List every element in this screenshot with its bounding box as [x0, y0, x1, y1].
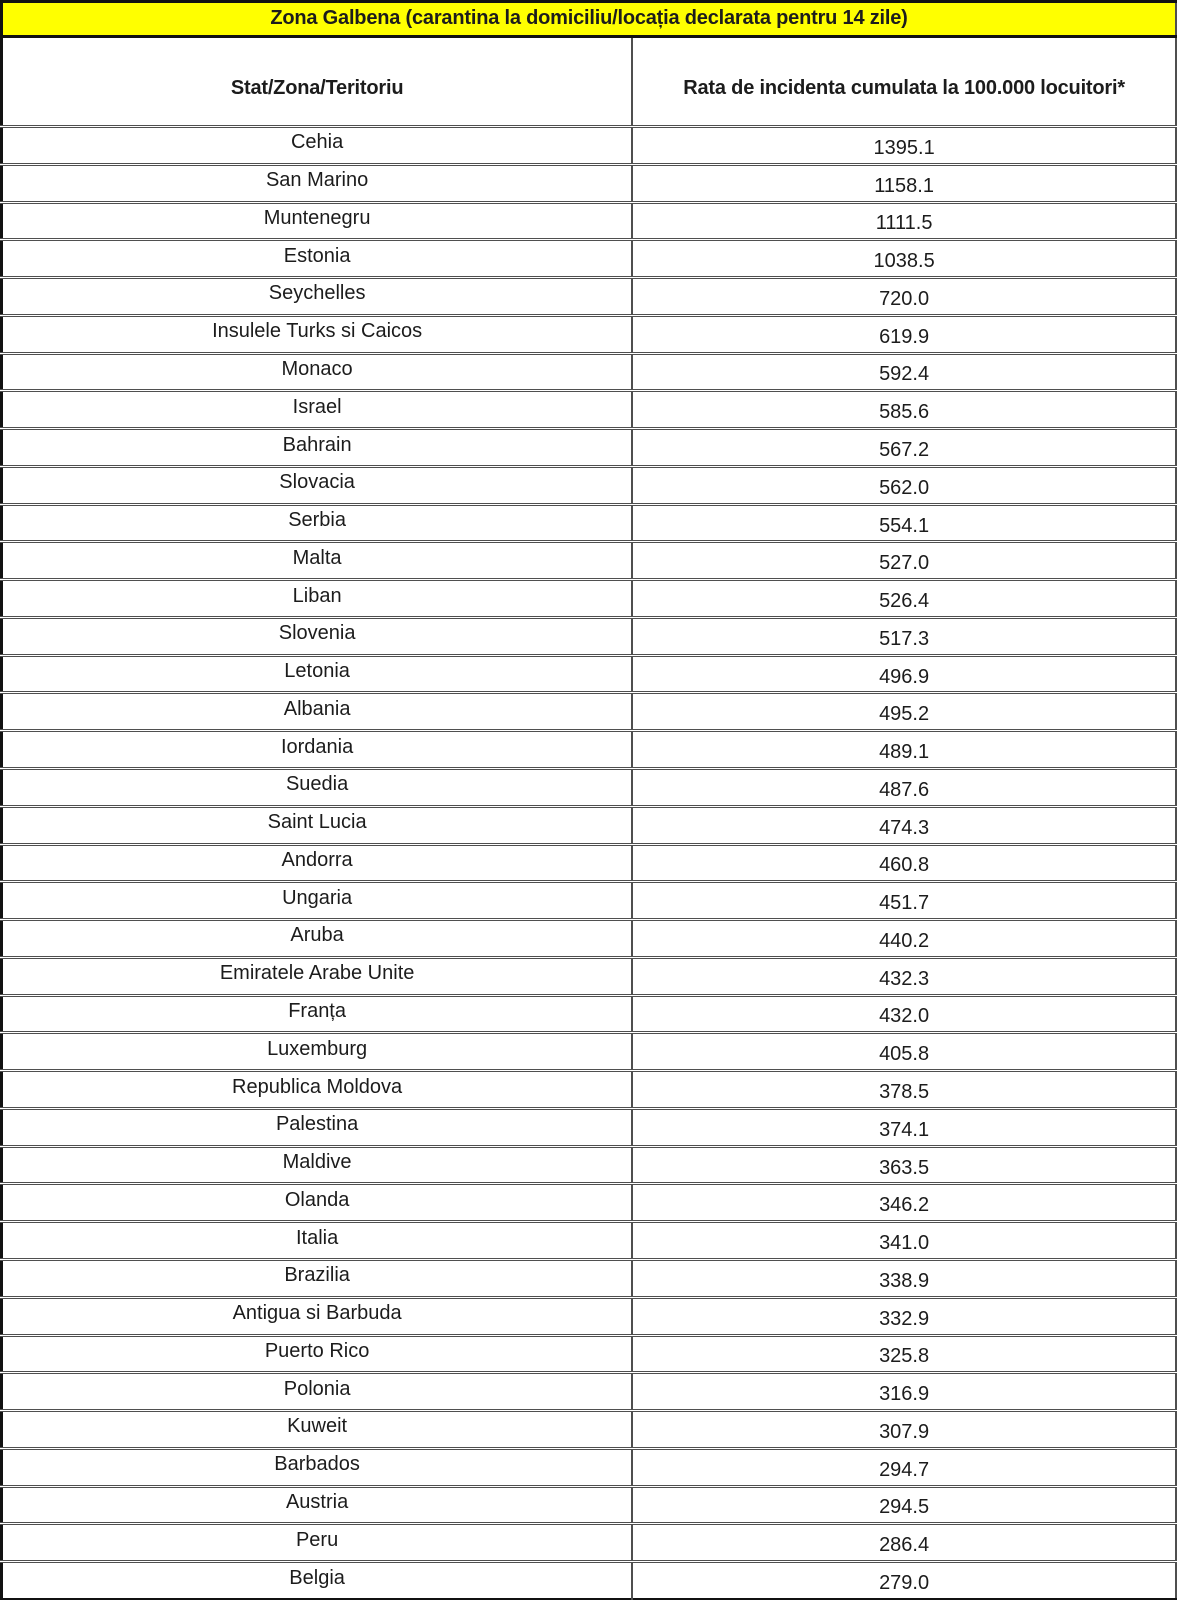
table-row — [2, 542, 1177, 580]
incidence-rate-value: 526.4 — [632, 580, 1176, 618]
state-name: Franța — [2, 995, 633, 1033]
table-row — [2, 920, 1177, 958]
state-name: Ungaria — [2, 882, 633, 920]
table-row — [2, 617, 1177, 655]
state-name: Antigua si Barbuda — [2, 1297, 633, 1335]
incidence-rate-value: 294.5 — [632, 1486, 1176, 1524]
incidence-rate-value: 554.1 — [632, 504, 1176, 542]
state-name: Israel — [2, 391, 633, 429]
incidence-rate-value: 374.1 — [632, 1108, 1176, 1146]
state-name: Malta — [2, 542, 633, 580]
column-header-state: Stat/Zona/Teritoriu — [2, 37, 633, 127]
incidence-rate-value: 1158.1 — [632, 164, 1176, 202]
table-row — [2, 655, 1177, 693]
state-name: Slovenia — [2, 617, 633, 655]
incidence-rate-value: 440.2 — [632, 920, 1176, 958]
table-row — [2, 1259, 1177, 1297]
table-row — [2, 1373, 1177, 1411]
state-name: Aruba — [2, 920, 633, 958]
table-row — [2, 1562, 1177, 1599]
incidence-rate-value: 567.2 — [632, 429, 1176, 467]
table-row — [2, 580, 1177, 618]
state-name: Letonia — [2, 655, 633, 693]
state-name: Belgia — [289, 1566, 345, 1589]
table-row — [2, 315, 1177, 353]
incidence-rate-value: 341.0 — [632, 1222, 1176, 1260]
table-head — [2, 2, 1177, 127]
state-name: Serbia — [2, 504, 633, 542]
column-header-row — [2, 37, 1177, 127]
table-row — [2, 127, 1177, 165]
incidence-rate-value: 562.0 — [632, 466, 1176, 504]
state-name: Cehia — [2, 127, 633, 165]
state-name: Austria — [2, 1486, 633, 1524]
incidence-rate-value: 451.7 — [632, 882, 1176, 920]
incidence-rate-value: 279.0 — [632, 1562, 1176, 1599]
incidence-rate-value: 720.0 — [632, 278, 1176, 316]
state-name: Suedia — [2, 769, 633, 807]
state-name: Insulele Turks si Caicos — [2, 315, 633, 353]
table-row — [2, 1146, 1177, 1184]
state-name: San Marino — [2, 164, 633, 202]
table-row — [2, 164, 1177, 202]
table-row — [2, 202, 1177, 240]
incidence-rate-value: 487.6 — [632, 769, 1176, 807]
table-row — [2, 882, 1177, 920]
state-name: Estonia — [2, 240, 633, 278]
incidence-rate-value: 517.3 — [632, 617, 1176, 655]
incidence-rate-value: 496.9 — [632, 655, 1176, 693]
table-row — [2, 466, 1177, 504]
incidence-rate-value: 363.5 — [632, 1146, 1176, 1184]
state-name: Puerto Rico — [2, 1335, 633, 1373]
state-name: Maldive — [2, 1146, 633, 1184]
table-row — [2, 1184, 1177, 1222]
table-title: Zona Galbena (carantina la domiciliu/locația declarata pentru 14 zile) — [2, 2, 1177, 37]
table-row — [2, 995, 1177, 1033]
incidence-rate-value: 286.4 — [632, 1524, 1176, 1562]
table-row — [2, 1071, 1177, 1109]
column-header-incidence-rate: Rata de incidenta cumulata la 100.000 locuitori* — [632, 37, 1176, 127]
state-name: Saint Lucia — [2, 806, 633, 844]
incidence-rate-value: 432.0 — [632, 995, 1176, 1033]
incidence-rate-value: 1395.1 — [632, 127, 1176, 165]
state-name: Albania — [2, 693, 633, 731]
incidence-rate-value: 585.6 — [632, 391, 1176, 429]
incidence-rate-value: 489.1 — [632, 731, 1176, 769]
incidence-rate-value: 332.9 — [632, 1297, 1176, 1335]
incidence-rate-value: 592.4 — [632, 353, 1176, 391]
table-row — [2, 1297, 1177, 1335]
table-row — [2, 769, 1177, 807]
incidence-rate-value: 1038.5 — [632, 240, 1176, 278]
incidence-rate-value: 378.5 — [632, 1071, 1176, 1109]
table-row — [2, 1448, 1177, 1486]
incidence-rate-value: 460.8 — [632, 844, 1176, 882]
state-name: Monaco — [2, 353, 633, 391]
state-name: Andorra — [2, 844, 633, 882]
table-title-row — [2, 2, 1177, 37]
state-name: Republica Moldova — [2, 1071, 633, 1109]
table-row — [2, 504, 1177, 542]
state-name: Brazilia — [2, 1259, 633, 1297]
table-row — [2, 693, 1177, 731]
state-name: Bahrain — [2, 429, 633, 467]
table-row — [2, 1524, 1177, 1562]
incidence-rate-value: 325.8 — [632, 1335, 1176, 1373]
incidence-rate-value: 338.9 — [632, 1259, 1176, 1297]
table-row — [2, 1033, 1177, 1071]
table-row — [2, 957, 1177, 995]
table-row — [2, 1486, 1177, 1524]
state-name: Luxemburg — [2, 1033, 633, 1071]
incidence-rate-value: 495.2 — [632, 693, 1176, 731]
state-name: Liban — [2, 580, 633, 618]
state-name: Slovacia — [2, 466, 633, 504]
incidence-rate-value: 346.2 — [632, 1184, 1176, 1222]
table-row — [2, 240, 1177, 278]
table-row — [2, 429, 1177, 467]
table-row — [2, 353, 1177, 391]
table-row — [2, 278, 1177, 316]
state-name: Emiratele Arabe Unite — [2, 957, 633, 995]
incidence-rate-value: 432.3 — [632, 957, 1176, 995]
state-name: Iordania — [2, 731, 633, 769]
table-row — [2, 806, 1177, 844]
incidence-rate-value: 316.9 — [632, 1373, 1176, 1411]
incidence-rate-value: 474.3 — [632, 806, 1176, 844]
state-name: Kuweit — [2, 1411, 633, 1449]
state-name: Seychelles — [2, 278, 633, 316]
incidence-rate-value: 405.8 — [632, 1033, 1176, 1071]
incidence-rate-value: 527.0 — [632, 542, 1176, 580]
state-name: Palestina — [2, 1108, 633, 1146]
table-row — [2, 1411, 1177, 1449]
table-body — [2, 127, 1177, 1600]
table-row — [2, 1335, 1177, 1373]
table-row — [2, 1222, 1177, 1260]
incidence-rate-value: 294.7 — [632, 1448, 1176, 1486]
state-name: Peru — [2, 1524, 633, 1562]
state-name: Italia — [2, 1222, 633, 1260]
state-name: Muntenegru — [2, 202, 633, 240]
incidence-rate-value: 619.9 — [632, 315, 1176, 353]
state-name: Polonia — [2, 1373, 633, 1411]
table-row — [2, 844, 1177, 882]
state-name: Barbados — [2, 1448, 633, 1486]
table-row — [2, 391, 1177, 429]
state-name: Olanda — [2, 1184, 633, 1222]
incidence-rate-value: 1111.5 — [632, 202, 1176, 240]
incidence-rate-value: 307.9 — [632, 1411, 1176, 1449]
table-row — [2, 1108, 1177, 1146]
table-row — [2, 731, 1177, 769]
